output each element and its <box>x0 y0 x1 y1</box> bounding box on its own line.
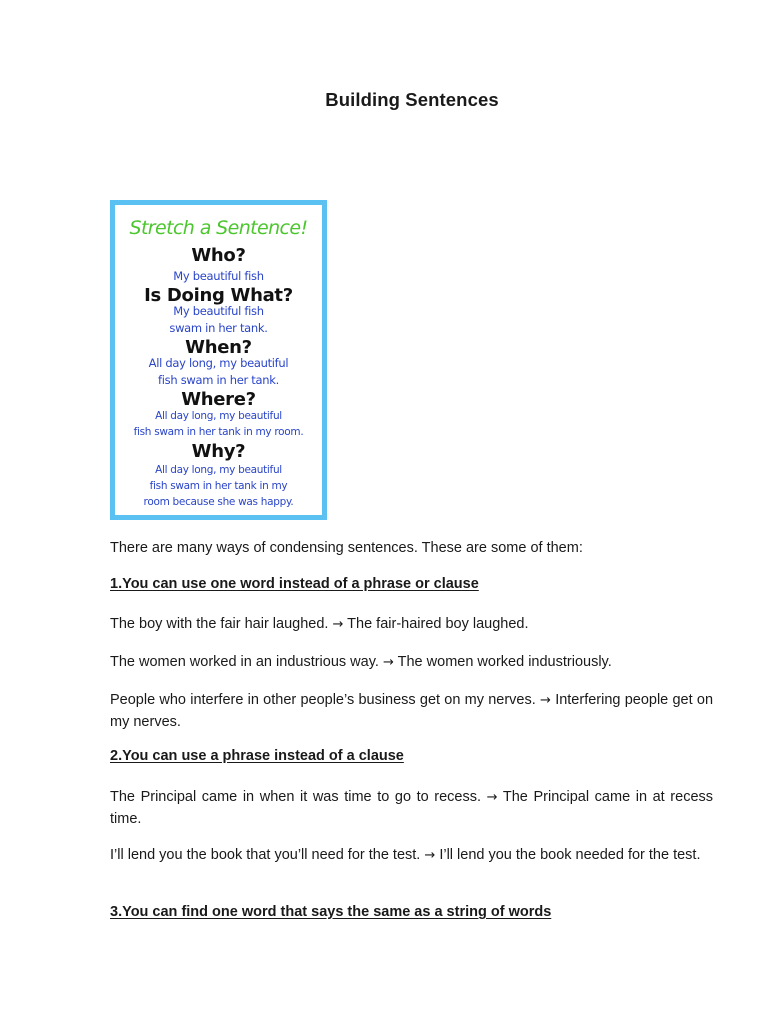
example-after: The Principal came in at recess time. <box>110 789 714 827</box>
example-after: The fair-haired boy laughed. <box>347 616 529 632</box>
poster-answer-line: All day long, my beautiful <box>155 464 282 476</box>
stretch-a-sentence-poster <box>110 200 327 520</box>
poster-answer-line: fish swam in her tank in my room. <box>133 426 304 438</box>
example-after: I’ll lend you the book needed for the test. <box>439 847 701 863</box>
example-before: People who interfere in other people’s business get on my nerves. <box>110 692 536 708</box>
section-heading-1: 1.You can use one word instead of a phrase or clause <box>110 576 479 592</box>
poster-answer-who <box>115 268 322 285</box>
poster-answer-why <box>115 462 322 510</box>
arrow-icon: → <box>540 693 551 708</box>
example-after: The women worked industriously. <box>397 654 612 670</box>
section-heading-2: 2.You can use a phrase instead of a clause <box>110 748 404 764</box>
poster-answer-where <box>115 408 322 440</box>
poster-answer-line: fish swam in her tank in my <box>149 480 288 492</box>
arrow-icon: → <box>486 790 498 805</box>
intro-paragraph: There are many ways of condensing sentences. These are some of them: <box>110 540 583 556</box>
poster-answer-when <box>115 355 322 389</box>
poster-answer-line: room because she was happy. <box>143 496 294 508</box>
poster-answer-line: fish swam in her tank. <box>158 373 279 387</box>
poster-title: Stretch a Sentence! <box>129 217 308 239</box>
poster-question-is-doing-what: Is Doing What? <box>144 285 293 306</box>
arrow-icon: → <box>382 655 394 670</box>
example-sentence <box>110 652 713 674</box>
example-before: The women worked in an industrious way. <box>110 654 379 670</box>
poster-answer-line: My beautiful fish <box>173 269 264 283</box>
poster-answer-is-doing-what <box>115 303 322 337</box>
example-sentence <box>110 787 713 829</box>
poster-answer-line: swam in her tank. <box>169 321 268 335</box>
example-before: I’ll lend you the book that you’ll need for the test. <box>110 847 421 863</box>
poster-answer-line: All day long, my beautiful <box>148 356 289 370</box>
example-after: Interfering people get on my nerves. <box>110 692 714 730</box>
poster-question-when: When? <box>185 337 252 358</box>
example-sentence <box>110 614 713 636</box>
example-before: The boy with the fair hair laughed. <box>110 616 329 632</box>
example-before: The Principal came in when it was time to go to recess. <box>110 789 482 805</box>
example-sentence <box>110 690 713 732</box>
arrow-icon: → <box>424 848 436 863</box>
poster-answer-line: All day long, my beautiful <box>155 410 282 422</box>
poster-question-who: Who? <box>191 245 246 266</box>
poster-question-where: Where? <box>181 389 256 410</box>
page-title: Building Sentences <box>325 89 499 110</box>
example-sentence <box>110 845 713 867</box>
section-heading-3: 3.You can find one word that says the same as a string of words <box>110 904 552 920</box>
poster-question-why: Why? <box>191 441 246 462</box>
poster-answer-line: My beautiful fish <box>173 304 264 318</box>
arrow-icon: → <box>332 617 344 632</box>
